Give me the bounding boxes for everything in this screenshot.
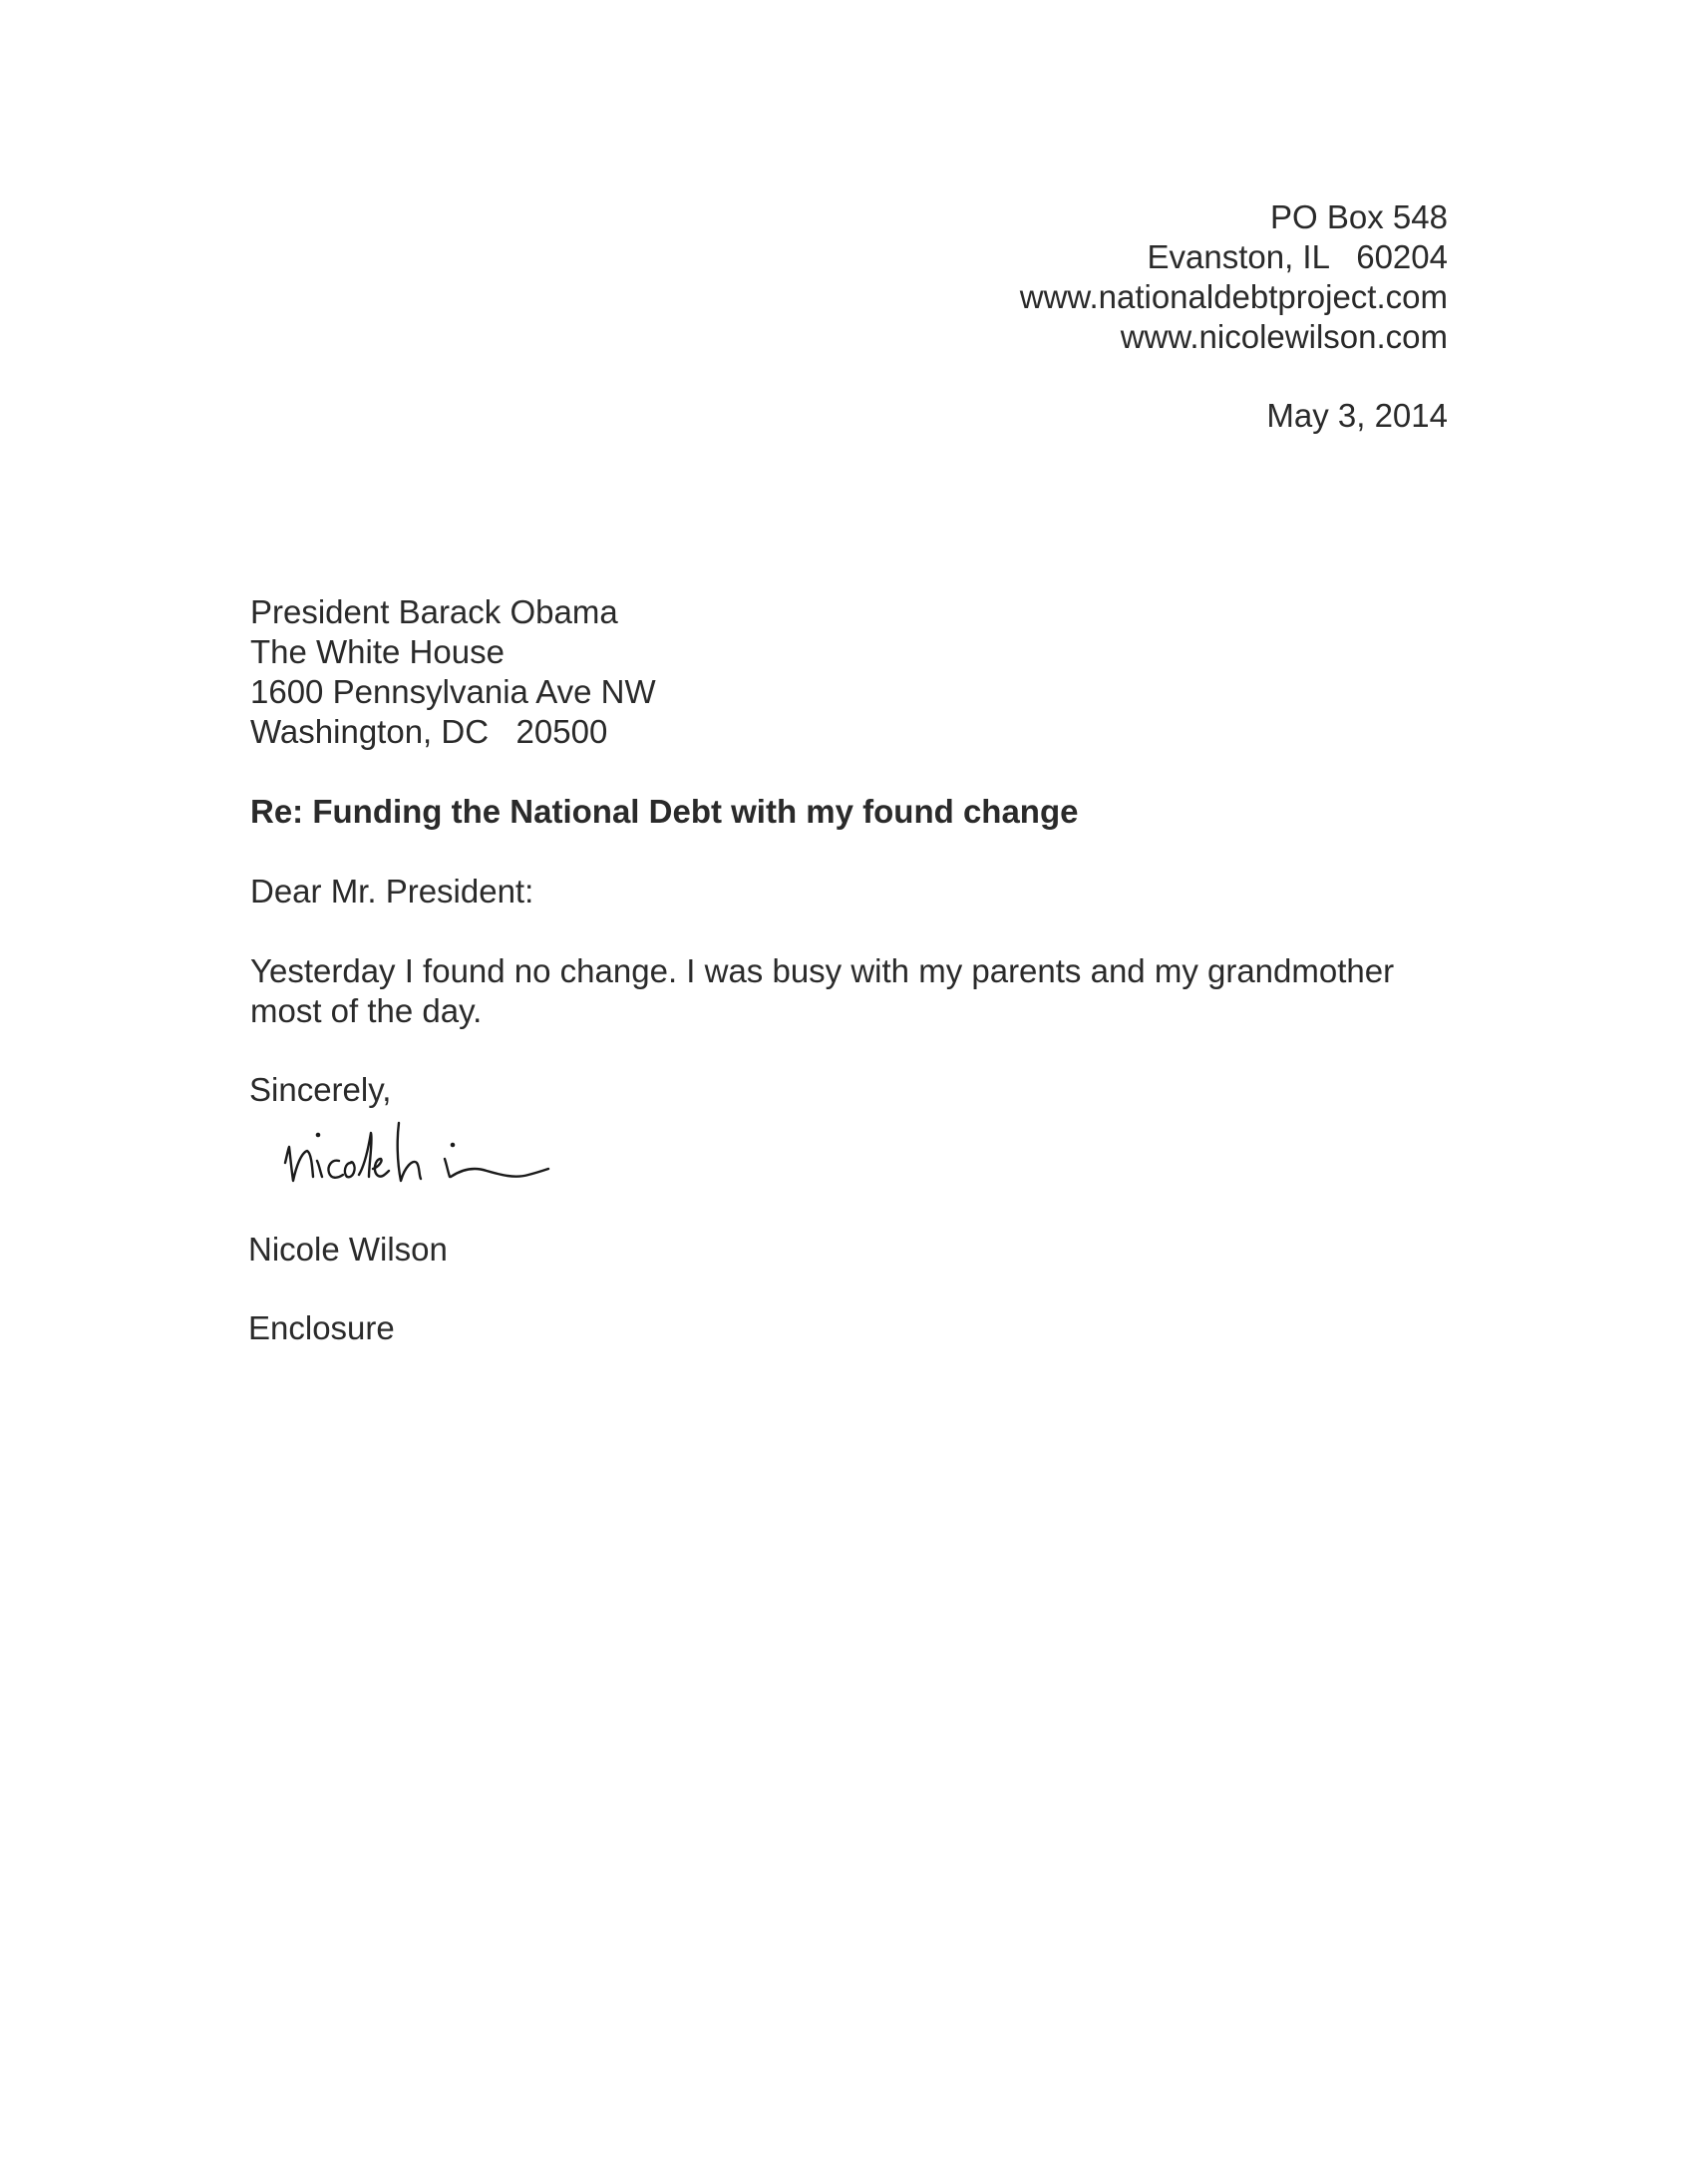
letter-date: May 3, 2014 (1266, 397, 1448, 434)
sender-po-box: PO Box 548 (1270, 198, 1448, 235)
subject-line: Re: Funding the National Debt with my found change (250, 793, 1079, 830)
body-paragraph: Yesterday I found no change. I was busy with my parents and my grandmother most of the day. (250, 952, 1395, 1029)
sender-address-block (1020, 197, 1448, 357)
recipient-street: 1600 Pennsylvania Ave NW (250, 673, 656, 710)
recipient-organization: The White House (250, 633, 505, 670)
recipient-name: President Barack Obama (250, 593, 618, 630)
enclosure-notation: Enclosure (248, 1309, 395, 1346)
handwritten-signature (277, 1105, 576, 1205)
recipient-city-state-zip: Washington, DC 20500 (250, 713, 608, 750)
signer-name: Nicole Wilson (248, 1231, 448, 1268)
salutation: Dear Mr. President: (250, 873, 534, 910)
sender-website-personal: www.nicolewilson.com (1120, 318, 1448, 355)
closing: Sincerely, (249, 1071, 392, 1108)
sender-city-state-zip: Evanston, IL 60204 (1147, 238, 1448, 275)
sender-website-national-debt: www.nationaldebtproject.com (1019, 278, 1448, 315)
recipient-address-block (250, 592, 656, 752)
